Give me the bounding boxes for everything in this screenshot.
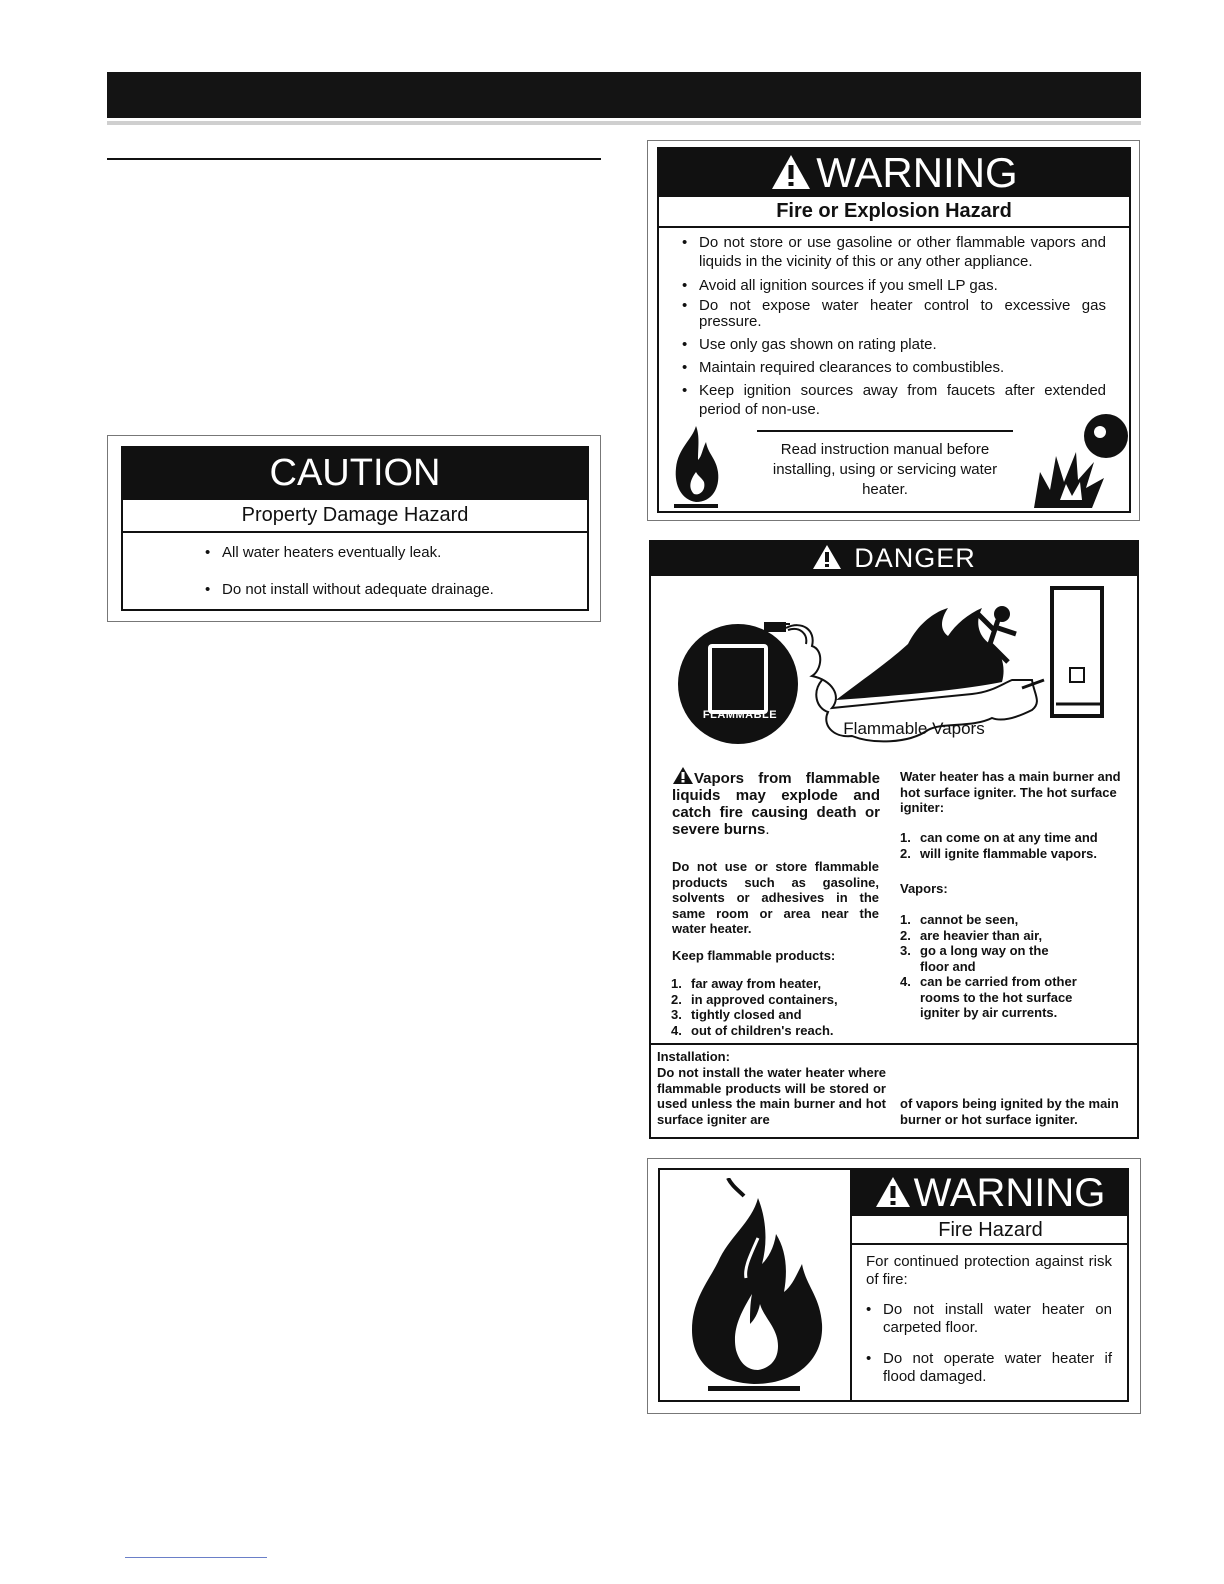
warning-manual-note: Read instruction manual before installing, using or servicing water heater. <box>772 441 998 498</box>
warning-bullet: • Keep ignition sources away from faucets after extended period of non-use. <box>682 382 1106 418</box>
list-item: 1. can come on at any time and <box>900 830 1098 845</box>
danger-lead-text <box>672 766 880 838</box>
danger-keep-heading: Keep flammable products: <box>672 948 836 963</box>
warning-bullet: • Do not operate water heater if flood damaged. <box>866 1350 1112 1385</box>
danger-vapors-list <box>900 912 1112 1021</box>
alert-triangle-icon <box>812 544 842 570</box>
alert-triangle-icon <box>874 1175 912 1209</box>
warning-divider <box>757 430 1013 432</box>
list-item: 2. are heavier than air, <box>900 927 1043 943</box>
warning-hazard-title: Fire Hazard <box>850 1216 1129 1245</box>
section-rule <box>107 158 601 160</box>
danger-lead: Vapors from flammable liquids may explode and catch fire causing death or severe burns <box>672 770 880 838</box>
list-item: 1. far away from heater, <box>671 976 822 991</box>
warning-bullet: • Do not store or use gasoline or other flammable vapors and liquids in the vicinity of this or any other appliance. <box>682 234 1106 270</box>
flame-icon <box>668 422 724 510</box>
caution-signal-word: CAUTION <box>121 446 589 500</box>
warning-signal-banner <box>850 1168 1129 1216</box>
warning-signal-word: WARNING <box>816 149 1018 196</box>
warning-bullet: • Avoid all ignition sources if you smell LP gas. <box>682 277 998 294</box>
header-rule <box>107 121 1141 125</box>
caution-hazard-title: Property Damage Hazard <box>121 500 589 533</box>
warning-bullet: • Maintain required clearances to combustibles. <box>682 359 1005 376</box>
caution-bullet: • Do not install without adequate drainage. <box>205 581 494 598</box>
header-bar <box>107 72 1141 118</box>
list-item: 3. tightly closed and <box>671 1007 802 1022</box>
warning-bullet: • Do not expose water heater control to excessive gas pressure. <box>682 297 1106 330</box>
danger-vapors-heading: Vapors: <box>900 881 948 896</box>
list-item: 2. will ignite flammable vapors. <box>900 845 1097 861</box>
large-flame-icon <box>688 1178 828 1394</box>
danger-signal-word: DANGER <box>854 543 976 573</box>
danger-lead-period: . <box>765 821 770 838</box>
list-item: 4. can be carried from other rooms to the hot surface igniter by air currents. <box>900 974 1077 1020</box>
flammable-vapors-label: Flammable Vapors <box>843 719 985 738</box>
danger-installation-heading: Installation: <box>657 1049 730 1064</box>
footer-link-underline <box>125 1557 267 1558</box>
danger-igniter-list <box>900 830 1128 861</box>
warning-signal-word: WARNING <box>913 1171 1106 1215</box>
danger-do-not-use: Do not use or store flammable products such as gasoline, solvents or adhesives in the same room or area near the water heater. <box>672 859 879 936</box>
danger-signal-banner <box>649 540 1139 576</box>
warning-fire-intro: For continued protection against risk of fire: <box>866 1253 1112 1288</box>
list-item: 3. go a long way on the floor and <box>900 943 1049 974</box>
warning-bullet: • Use only gas shown on rating plate. <box>682 336 937 353</box>
danger-installation-divider <box>651 1043 1137 1045</box>
flammable-can-label: FLAMMABLE <box>702 709 778 721</box>
list-item: 4. out of children's reach. <box>671 1022 834 1038</box>
danger-installation-right: of vapors being ignited by the main burner or hot surface igniter. <box>900 1096 1119 1127</box>
list-item: 1. cannot be seen, <box>900 912 1019 927</box>
danger-igniter-text: Water heater has a main burner and hot surface igniter. The hot surface igniter: <box>900 769 1121 815</box>
danger-installation-left: Do not install the water heater where flammable products will be stored or used unless the main burner and hot surface igniter are <box>657 1065 886 1127</box>
warning-bullet-list <box>682 233 1106 419</box>
alert-triangle-icon <box>770 153 812 191</box>
warning-hazard-title: Fire or Explosion Hazard <box>657 197 1131 228</box>
warning-signal-banner <box>657 147 1131 197</box>
caution-bullet: • All water heaters eventually leak. <box>205 544 442 561</box>
alert-triangle-icon <box>672 766 694 785</box>
danger-keep-list <box>671 976 881 1038</box>
warning-bullet: • Do not install water heater on carpeted floor. <box>866 1301 1112 1336</box>
explosion-icon <box>1030 412 1130 512</box>
list-item: 2. in approved containers, <box>671 991 838 1007</box>
